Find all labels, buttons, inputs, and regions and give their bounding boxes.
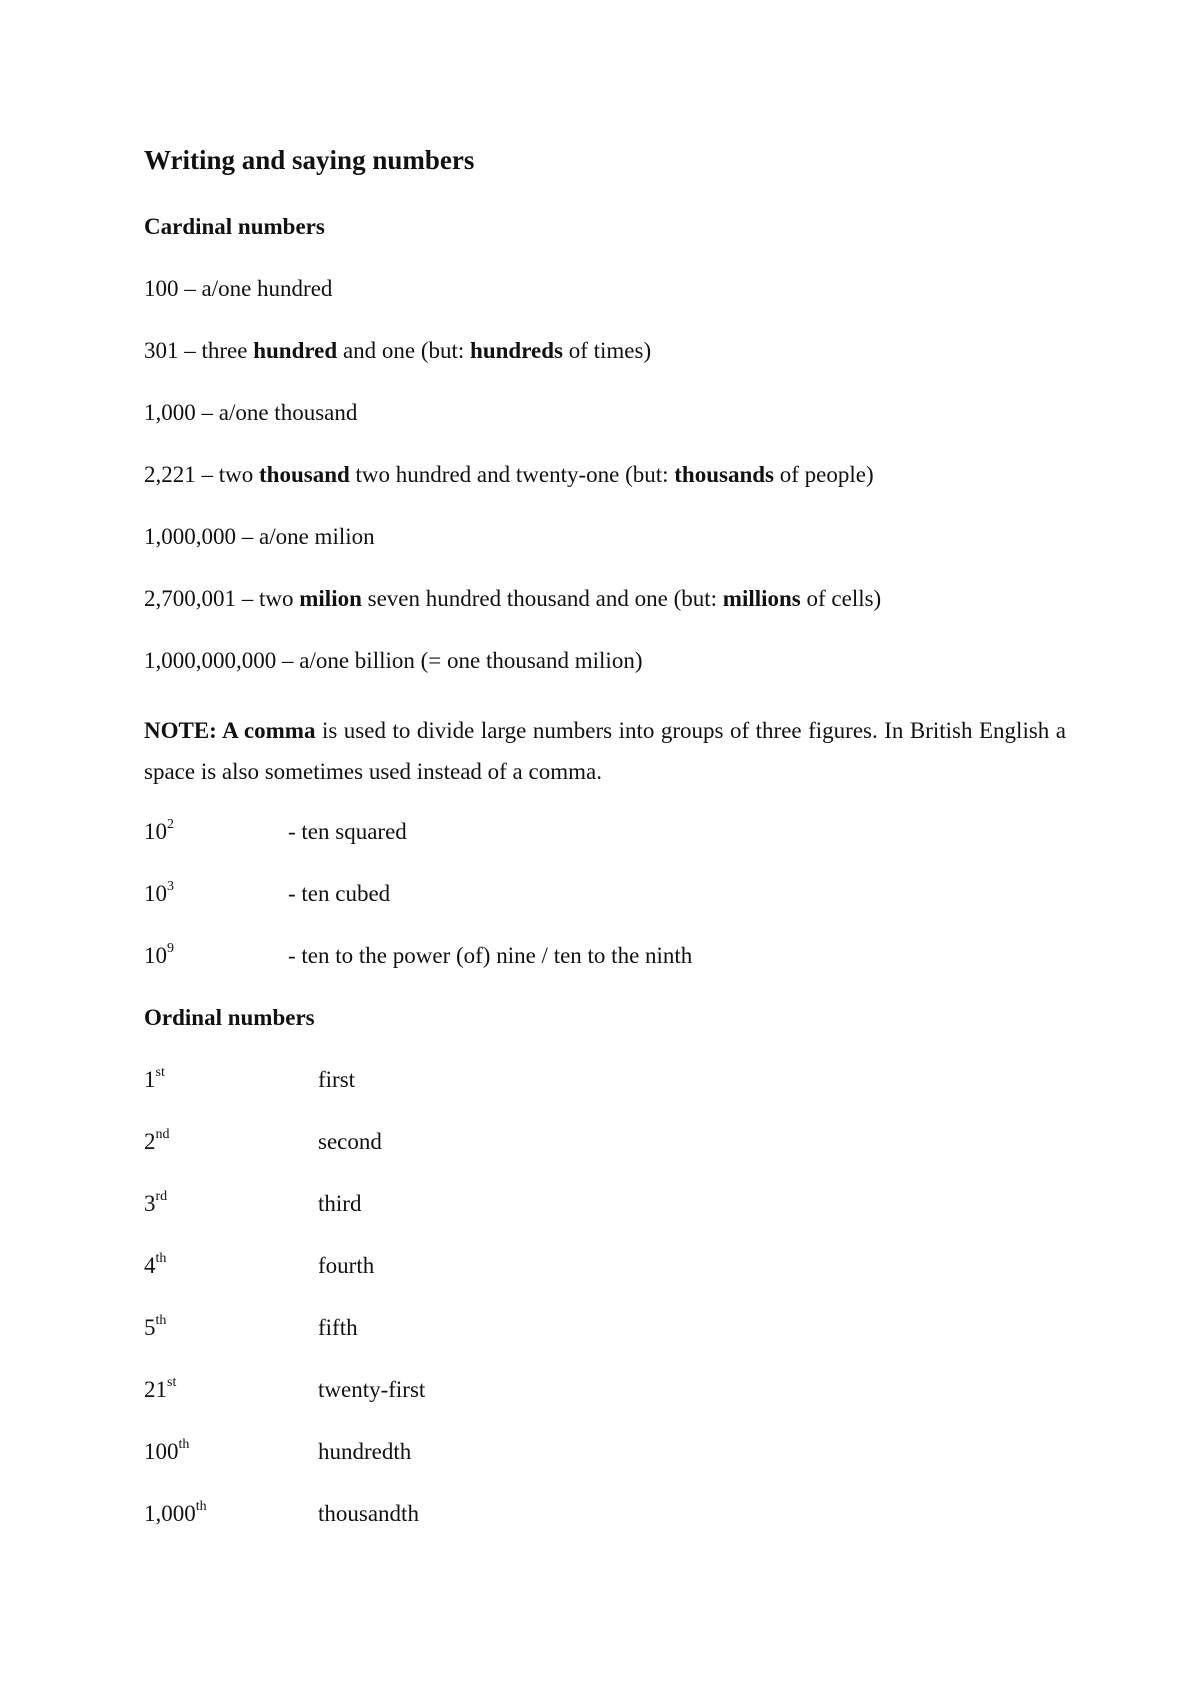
cardinal-line [144,584,881,614]
cardinal-line [144,460,874,490]
text-run: 1,000,000 – a/one milion [144,524,375,549]
ordinal-heading: Ordinal numbers [144,1005,315,1030]
text-run: 1,000,000,000 – a/one billion (= one thousand milion) [144,648,643,673]
text-run: 100 – a/one hundred [144,276,333,301]
ordinal-base: 1 [144,1067,156,1092]
text-run: 1,000 – a/one thousand [144,400,358,425]
ordinal-number [144,1499,207,1529]
ordinal-number [144,1065,165,1095]
ordinal-number [144,1251,166,1281]
text-run: of cells) [800,586,882,611]
bold-text: hundred [253,338,338,363]
bold-text: thousand [259,462,350,487]
ordinal-number [144,1127,170,1157]
note-paragraph [144,710,1066,792]
ordinal-word: thousandth [318,1501,419,1526]
text-run: is used to divide large numbers into groups of three figures. In British English a space is also sometimes used instead of a comma. [144,718,1066,784]
power-reading: - ten squared [288,819,407,844]
cardinal-line [144,274,332,304]
bold-text: hundreds [470,338,563,363]
ordinal-suffix: th [178,1437,190,1453]
power-reading: - ten cubed [288,881,391,906]
ordinal-number [144,1189,167,1219]
ordinal-base: 4 [144,1253,156,1278]
power-expression [144,817,174,847]
power-expression [144,941,174,971]
bold-text: thousands [674,462,774,487]
ordinal-word: fifth [318,1315,358,1340]
ordinal-number [144,1437,189,1467]
ordinal-suffix: th [155,1313,167,1329]
ordinal-number [144,1375,176,1405]
cardinal-heading: Cardinal numbers [144,214,325,239]
ordinal-suffix: nd [155,1127,170,1143]
cardinal-line [144,646,642,676]
ordinal-suffix: rd [155,1189,168,1205]
power-expression [144,879,174,909]
power-base: 10 [144,881,167,906]
document-title: Writing and saying numbers [144,145,475,175]
ordinal-suffix: st [167,1375,177,1391]
cardinal-line [144,522,375,552]
ordinal-suffix: th [195,1499,207,1515]
power-base: 10 [144,819,167,844]
text-run: 2,700,001 – two [144,586,300,611]
ordinal-word: fourth [318,1253,375,1278]
ordinal-word: twenty-first [318,1377,426,1402]
bold-text: milion [299,586,362,611]
ordinal-base: 5 [144,1315,156,1340]
ordinal-base: 1,000 [144,1501,196,1526]
ordinal-suffix: st [155,1065,165,1081]
ordinal-base: 3 [144,1191,156,1216]
text-run: and one (but: [337,338,471,363]
ordinal-word: third [318,1191,362,1216]
ordinal-suffix: th [155,1251,167,1267]
power-exponent: 3 [167,879,174,895]
text-run: of people) [774,462,874,487]
text-run: 2,221 – two [144,462,259,487]
ordinal-word: hundredth [318,1439,412,1464]
text-run: seven hundred thousand and one (but: [361,586,723,611]
ordinal-base: 21 [144,1377,167,1402]
ordinal-base: 100 [144,1439,179,1464]
cardinal-line [144,398,357,428]
cardinal-line [144,336,651,366]
bold-text: millions [722,586,801,611]
ordinal-base: 2 [144,1129,156,1154]
ordinal-number [144,1313,166,1343]
bold-text: NOTE: A comma [144,718,316,743]
power-exponent: 9 [167,941,174,957]
text-run: two hundred and twenty-one (but: [349,462,675,487]
power-reading: - ten to the power (of) nine / ten to the ninth [288,943,693,968]
power-base: 10 [144,943,167,968]
ordinal-word: second [318,1129,382,1154]
ordinal-word: first [318,1067,356,1092]
power-exponent: 2 [167,817,174,833]
text-run: 301 – three [144,338,254,363]
text-run: of times) [562,338,652,363]
